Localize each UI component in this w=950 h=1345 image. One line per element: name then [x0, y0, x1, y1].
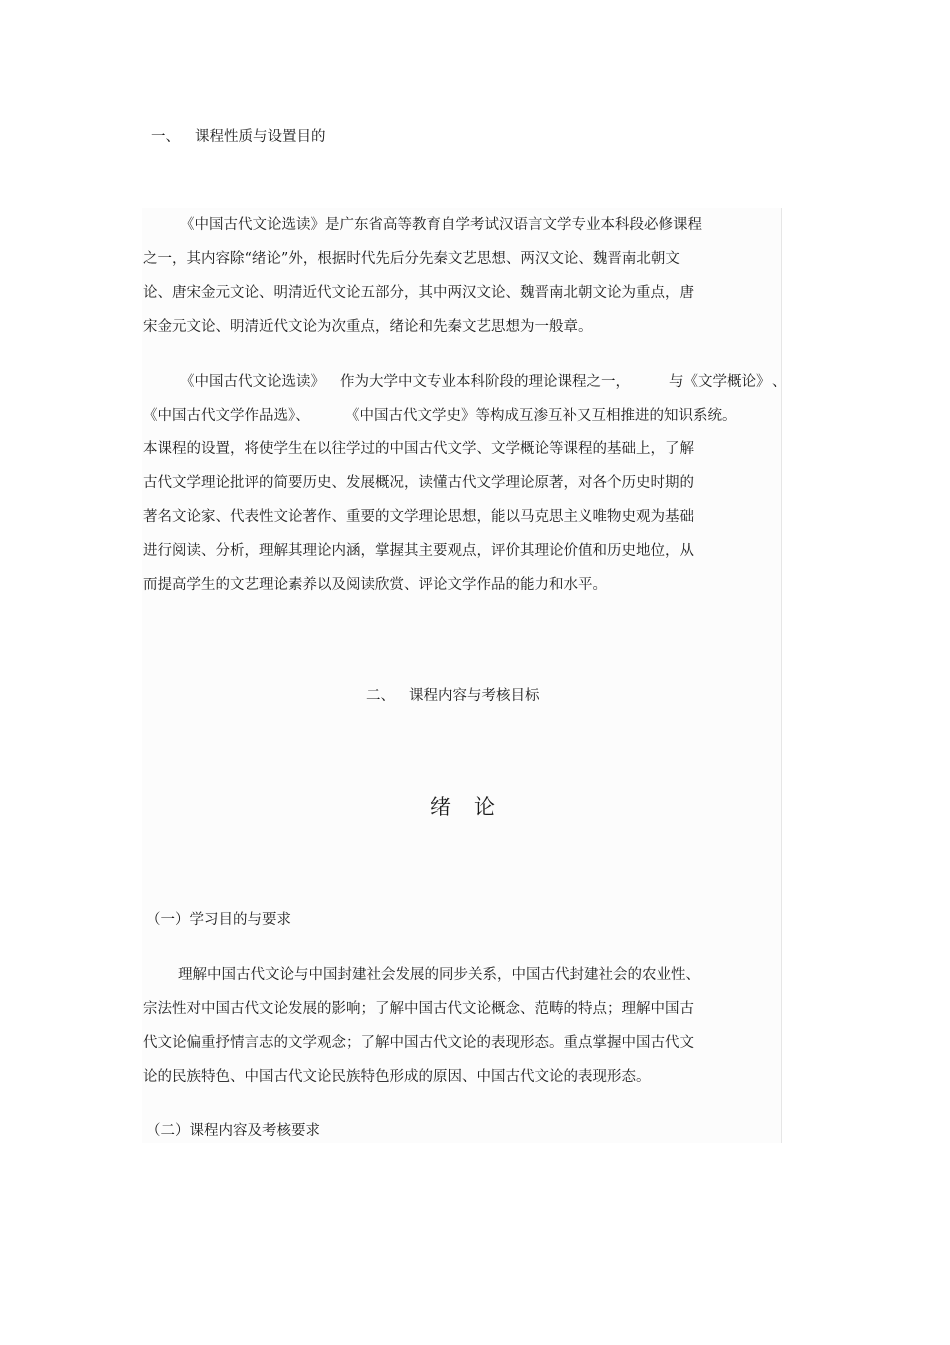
para2-line3: 本课程的设置，将使学生在以往学过的中国古代文学、文学概论等课程的基础上，了解 [143, 441, 694, 457]
section1-title: 课程性质与设置目的 [195, 129, 326, 145]
para2-line4: 古代文学理论批评的简要历史、发展概况，读懂古代文学理论原著，对各个历史时期的 [143, 475, 694, 491]
subsection1-heading: （一）学习目的与要求 [146, 912, 291, 928]
subsection2-heading: （二）课程内容及考核要求 [146, 1123, 320, 1139]
para2-line1-part1: 《中国古代文论选读》 [180, 374, 325, 390]
para3-line2: 宗法性对中国古代文论发展的影响；了解中国古代文论概念、范畴的特点；理解中国古 [143, 1001, 694, 1017]
para3-line3: 代文论偏重抒情言志的文学观念；了解中国古代文论的表现形态。重点掌握中国古代文 [143, 1035, 694, 1051]
section2-number: 二、 [366, 688, 395, 704]
para1-line1: 《中国古代文论选读》是广东省高等教育自学考试汉语言文学专业本科段必修课程 [180, 217, 702, 233]
para1-line3: 论、唐宋金元文论、明清近代文论五部分，其中两汉文论、魏晋南北朝文论为重点，唐 [143, 285, 694, 301]
para2-line1-part4: 、 [772, 374, 787, 390]
chapter-title-char1: 绪 [430, 795, 452, 819]
para2-line5: 著名文论家、代表性文论著作、重要的文学理论思想，能以马克思主义唯物史观为基础 [143, 509, 694, 525]
section2-title: 课程内容与考核目标 [409, 688, 540, 704]
para1-line4: 宋金元文论、明清近代文论为次重点，绪论和先秦文艺思想为一般章。 [143, 319, 593, 335]
para2-line6: 进行阅读、分析，理解其理论内涵，掌握其主要观点，评价其理论价值和历史地位，从 [143, 543, 694, 559]
para2-line2-part2: 《中国古代文学史》等构成互渗互补又互相推进的知识系统。 [345, 408, 737, 424]
para2-line1-part2: 作为大学中文专业本科阶段的理论课程之一， [340, 374, 630, 390]
section1-number: 一、 [151, 129, 180, 145]
para2-line2-part1: 《中国古代文学作品选》、 [143, 408, 310, 424]
chapter-title-char2: 论 [474, 795, 496, 819]
para2-line7: 而提高学生的文艺理论素养以及阅读欣赏、评论文学作品的能力和水平。 [143, 577, 607, 593]
para3-line1: 理解中国古代文论与中国封建社会发展的同步关系，中国古代封建社会的农业性、 [178, 967, 700, 983]
para3-line4: 论的民族特色、中国古代文论民族特色形成的原因、中国古代文论的表现形态。 [143, 1069, 651, 1085]
para2-line1-part3: 与《文学概论》 [669, 374, 771, 390]
para1-line2: 之一，其内容除“绪论”外，根据时代先后分先秦文艺思想、两汉文论、魏晋南北朝文 [143, 251, 680, 267]
